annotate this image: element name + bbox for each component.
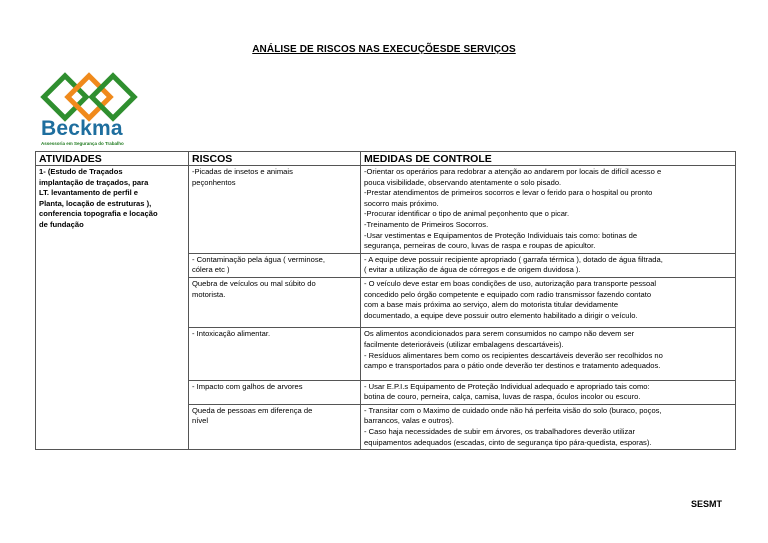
activity-cell [36,166,189,450]
measure-line: -Treinamento de Primeiros Socorros. [364,219,489,229]
activity-line: LT. levantamento de perfil e [39,188,139,198]
measure-line: -Prestar atendimentos de primeiros socorros e levar o ferido para o hospital ou pronto [364,188,653,198]
logo-wordmark: Beckma [41,117,123,140]
measures-cell [361,380,736,404]
measure-line: facilmente deterioráveis (utilizar embalagens descartáveis). [364,339,564,349]
measure-line: - Transitar com o Maximo de cuidado onde não há perfeita visão do solo (buraco, poços, [364,405,662,415]
measure-line: - A equipe deve possuir recipiente apropriado ( garrafa térmica ), dotado de água filtrada, [364,254,663,264]
measures-cell [361,328,736,380]
risk-line: nível [192,416,209,426]
measure-line: -Procurar identificar o tipo de animal peçonhento que o picar. [364,209,570,219]
measure-line: - O veículo deve estar em boas condições de uso, autorização para transporte pessoal [364,278,657,288]
measure-line: - Usar E.P.I.s Equipamento de Proteção Individual adequado e apropriado tais como: [364,381,650,391]
document-title: ANÁLISE DE RISCOS NAS EXECUÇÕESDE SERVIÇOS [252,44,516,55]
activity-line: conferencia topografia e locação [39,209,158,219]
risk-line: -Picadas de insetos e animais [192,167,293,176]
risk-line: cólera etc ) [192,265,230,275]
risk-cell [189,277,361,327]
table-header-row [36,152,736,166]
risk-cell [189,166,361,254]
risk-line: - Contaminação pela água ( verminose, [192,254,325,264]
risk-line: - Impacto com galhos de arvores [192,381,303,391]
header-riscos: RISCOS [189,152,361,166]
logo-tagline: Assessoria em Segurança do Trabalho [41,141,124,146]
measure-line: -Usar vestimentas e Equipamentos de Proteção Individuais tais como: botinas de [364,230,638,240]
measures-cell [361,166,736,254]
measure-line: ( evitar a utilização de água de córregos e de origem duvidosa ). [364,265,581,275]
measure-line: com a base mais próxima ao serviço, alem do motorista titular devidamente [364,300,619,310]
measure-line: documentado, a equipe deve possuir outro elemento habilitado a dirigir o veículo. [364,310,638,320]
activity-line: implantação de traçados, para [39,177,149,187]
measure-line: equipamentos adequados (escadas, cinto de segurança tipo pára-quedista, esporas). [364,437,652,447]
risk-cell [189,328,361,380]
measure-line: Os alimentos acondicionados para serem consumidos no campo não devem ser [364,329,635,339]
risk-line: motorista. [192,289,226,299]
table-row [36,166,736,254]
measure-line: -Orientar os operários para redobrar a atenção ao andarem por locais de difícil acesso e [364,167,662,176]
activity-line: de fundação [39,219,84,229]
footer-sesmt: SESMT [691,499,723,509]
risk-line: peçonhentos [192,177,236,187]
header-atividades: ATIVIDADES [36,152,189,166]
risk-line: - Intoxicação alimentar. [192,329,271,339]
measure-line: pouca visibilidade, observando atentamente o solo pisado. [364,177,562,187]
activity-line: 1- (Estudo de Traçados [39,167,123,176]
risk-line: Quebra de veículos ou mal súbito do [192,278,316,288]
risk-cell [189,253,361,277]
measure-line: - Caso haja necessidades de subir em árvores, os trabalhadores deverão utilizar [364,427,635,437]
risk-cell [189,404,361,449]
measure-line: concedido pelo órgão competente e equipado com radio transmissor fazendo contato [364,289,652,299]
measures-cell [361,253,736,277]
measure-line: campo e transportados para o pátio onde deverão ter destinos e tratamento adequados. [364,361,661,371]
measure-line: - Resíduos alimentares bem como os recipientes descartáveis deverão ser recolhidos no [364,350,663,360]
measure-line: botina de couro, perneira, calça, camisa, luvas de raspa, óculos incolor ou escuro. [364,392,641,402]
measures-cell [361,404,736,449]
risk-analysis-table [35,151,736,450]
measure-line: socorro mais próximo. [364,198,439,208]
header-medidas: MEDIDAS DE CONTROLE [361,152,736,166]
measures-cell [361,277,736,327]
risk-line: Queda de pessoas em diferença de [192,405,313,415]
measure-line: barrancos, valas e outros). [364,416,454,426]
measure-line: segurança, perneiras de couro, luvas de raspa e roupas de apicultor. [364,241,596,251]
activity-line: Planta, locação de estruturas ), [39,198,152,208]
risk-cell [189,380,361,404]
